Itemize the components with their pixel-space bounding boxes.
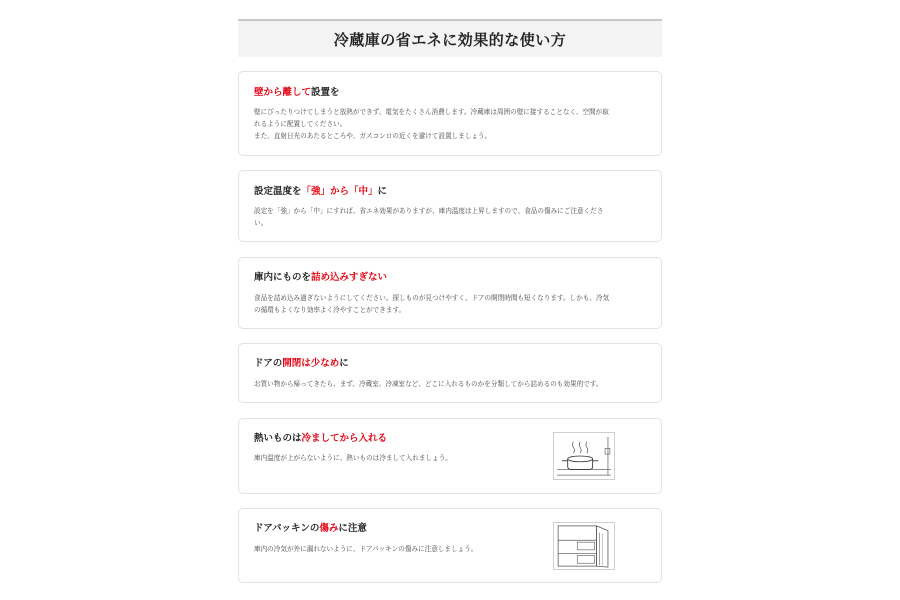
hot-pot-icon: [554, 433, 614, 479]
tip-title: [254, 523, 367, 535]
tip-title: [254, 272, 387, 284]
tip-title-highlight: 開閉は少なめ: [282, 358, 340, 369]
fridge-door-icon: [554, 523, 614, 569]
tip-body-line: また、直射日光のあたるところや、ガスコンロの近くを避けて設置しましょう。: [254, 132, 492, 140]
tip-title: [254, 433, 387, 445]
tip-body-line: お買い物から帰ってきたら、まず、冷蔵室、冷凍室など、どこに入れるものかを分類してから詰めるのも効果的です。: [254, 380, 603, 388]
tip-body: [254, 378, 646, 390]
tip-body-line: 壁にぴったりつけてしまうと放熱ができず、電気をたくさん消費します。冷蔵庫は周囲の壁に接することなく、空間が取: [254, 108, 609, 116]
tip-card-wall-distance: [238, 71, 662, 156]
tip-title-highlight: 壁から離して: [254, 87, 312, 98]
fridge-door-gasket-illustration: [553, 522, 615, 570]
tip-card-cool-hot-food: [238, 418, 662, 494]
tip-title-pre: 設定温度を: [254, 186, 302, 197]
tip-title-post: に注意: [338, 523, 367, 534]
tip-title-post: に: [377, 186, 388, 197]
tip-body-line: 庫内の冷気が外に漏れないように、ドアパッキンの傷みに注意しましょう。: [254, 545, 478, 553]
tip-body: [254, 452, 544, 464]
tip-body-line: 庫内温度が上がらないように、熱いものは冷まして入れましょう。: [254, 454, 452, 462]
tip-title: [254, 358, 349, 370]
tip-title-highlight: 冷ましてから入れる: [301, 433, 388, 444]
tip-title: [254, 186, 387, 198]
tip-card-temperature-setting: [238, 170, 662, 242]
tip-card-door-opening: [238, 343, 662, 403]
tip-body: [254, 205, 646, 229]
tip-body-line: 食品を詰め込み過ぎないようにしてください。探しものが見つけやすく、ドアの開閉時間も短くなります。しかも、冷気: [254, 294, 610, 302]
tip-body: [254, 106, 646, 142]
tip-title-pre: ドアパッキンの: [254, 523, 320, 534]
tip-card-no-overpacking: [238, 257, 662, 329]
tip-body-line: れるように配置してください。: [254, 120, 347, 128]
tip-card-door-gasket: [238, 508, 662, 583]
tip-title-pre: ドアの: [254, 358, 283, 369]
tip-title: [254, 87, 340, 99]
page-header: [238, 19, 662, 57]
tip-title-post: に: [339, 358, 349, 369]
tip-body: [254, 543, 544, 555]
tip-body-line: 設定を「強」から「中」にすれば、省エネ効果がありますが、庫内温度は上昇しますので、食品の傷みにご注意くださ: [254, 207, 604, 215]
tip-body: [254, 292, 646, 316]
tip-title-highlight: 「強」から「中」: [301, 186, 378, 197]
tip-title-highlight: 傷み: [319, 523, 339, 534]
tip-title-post: 設置を: [311, 87, 340, 98]
tip-title-pre: 熱いものは: [254, 433, 302, 444]
tip-body-line: の循環もよくなり効率よく冷やすことができます。: [254, 306, 406, 314]
tip-title-pre: 庫内にものを: [254, 272, 312, 283]
tip-title-highlight: 詰め込みすぎない: [311, 272, 388, 283]
page-title: 冷蔵庫の省エネに効果的な使い方: [333, 30, 567, 49]
hot-pot-in-fridge-illustration: [553, 432, 615, 480]
tip-body-line: い。: [254, 219, 268, 227]
